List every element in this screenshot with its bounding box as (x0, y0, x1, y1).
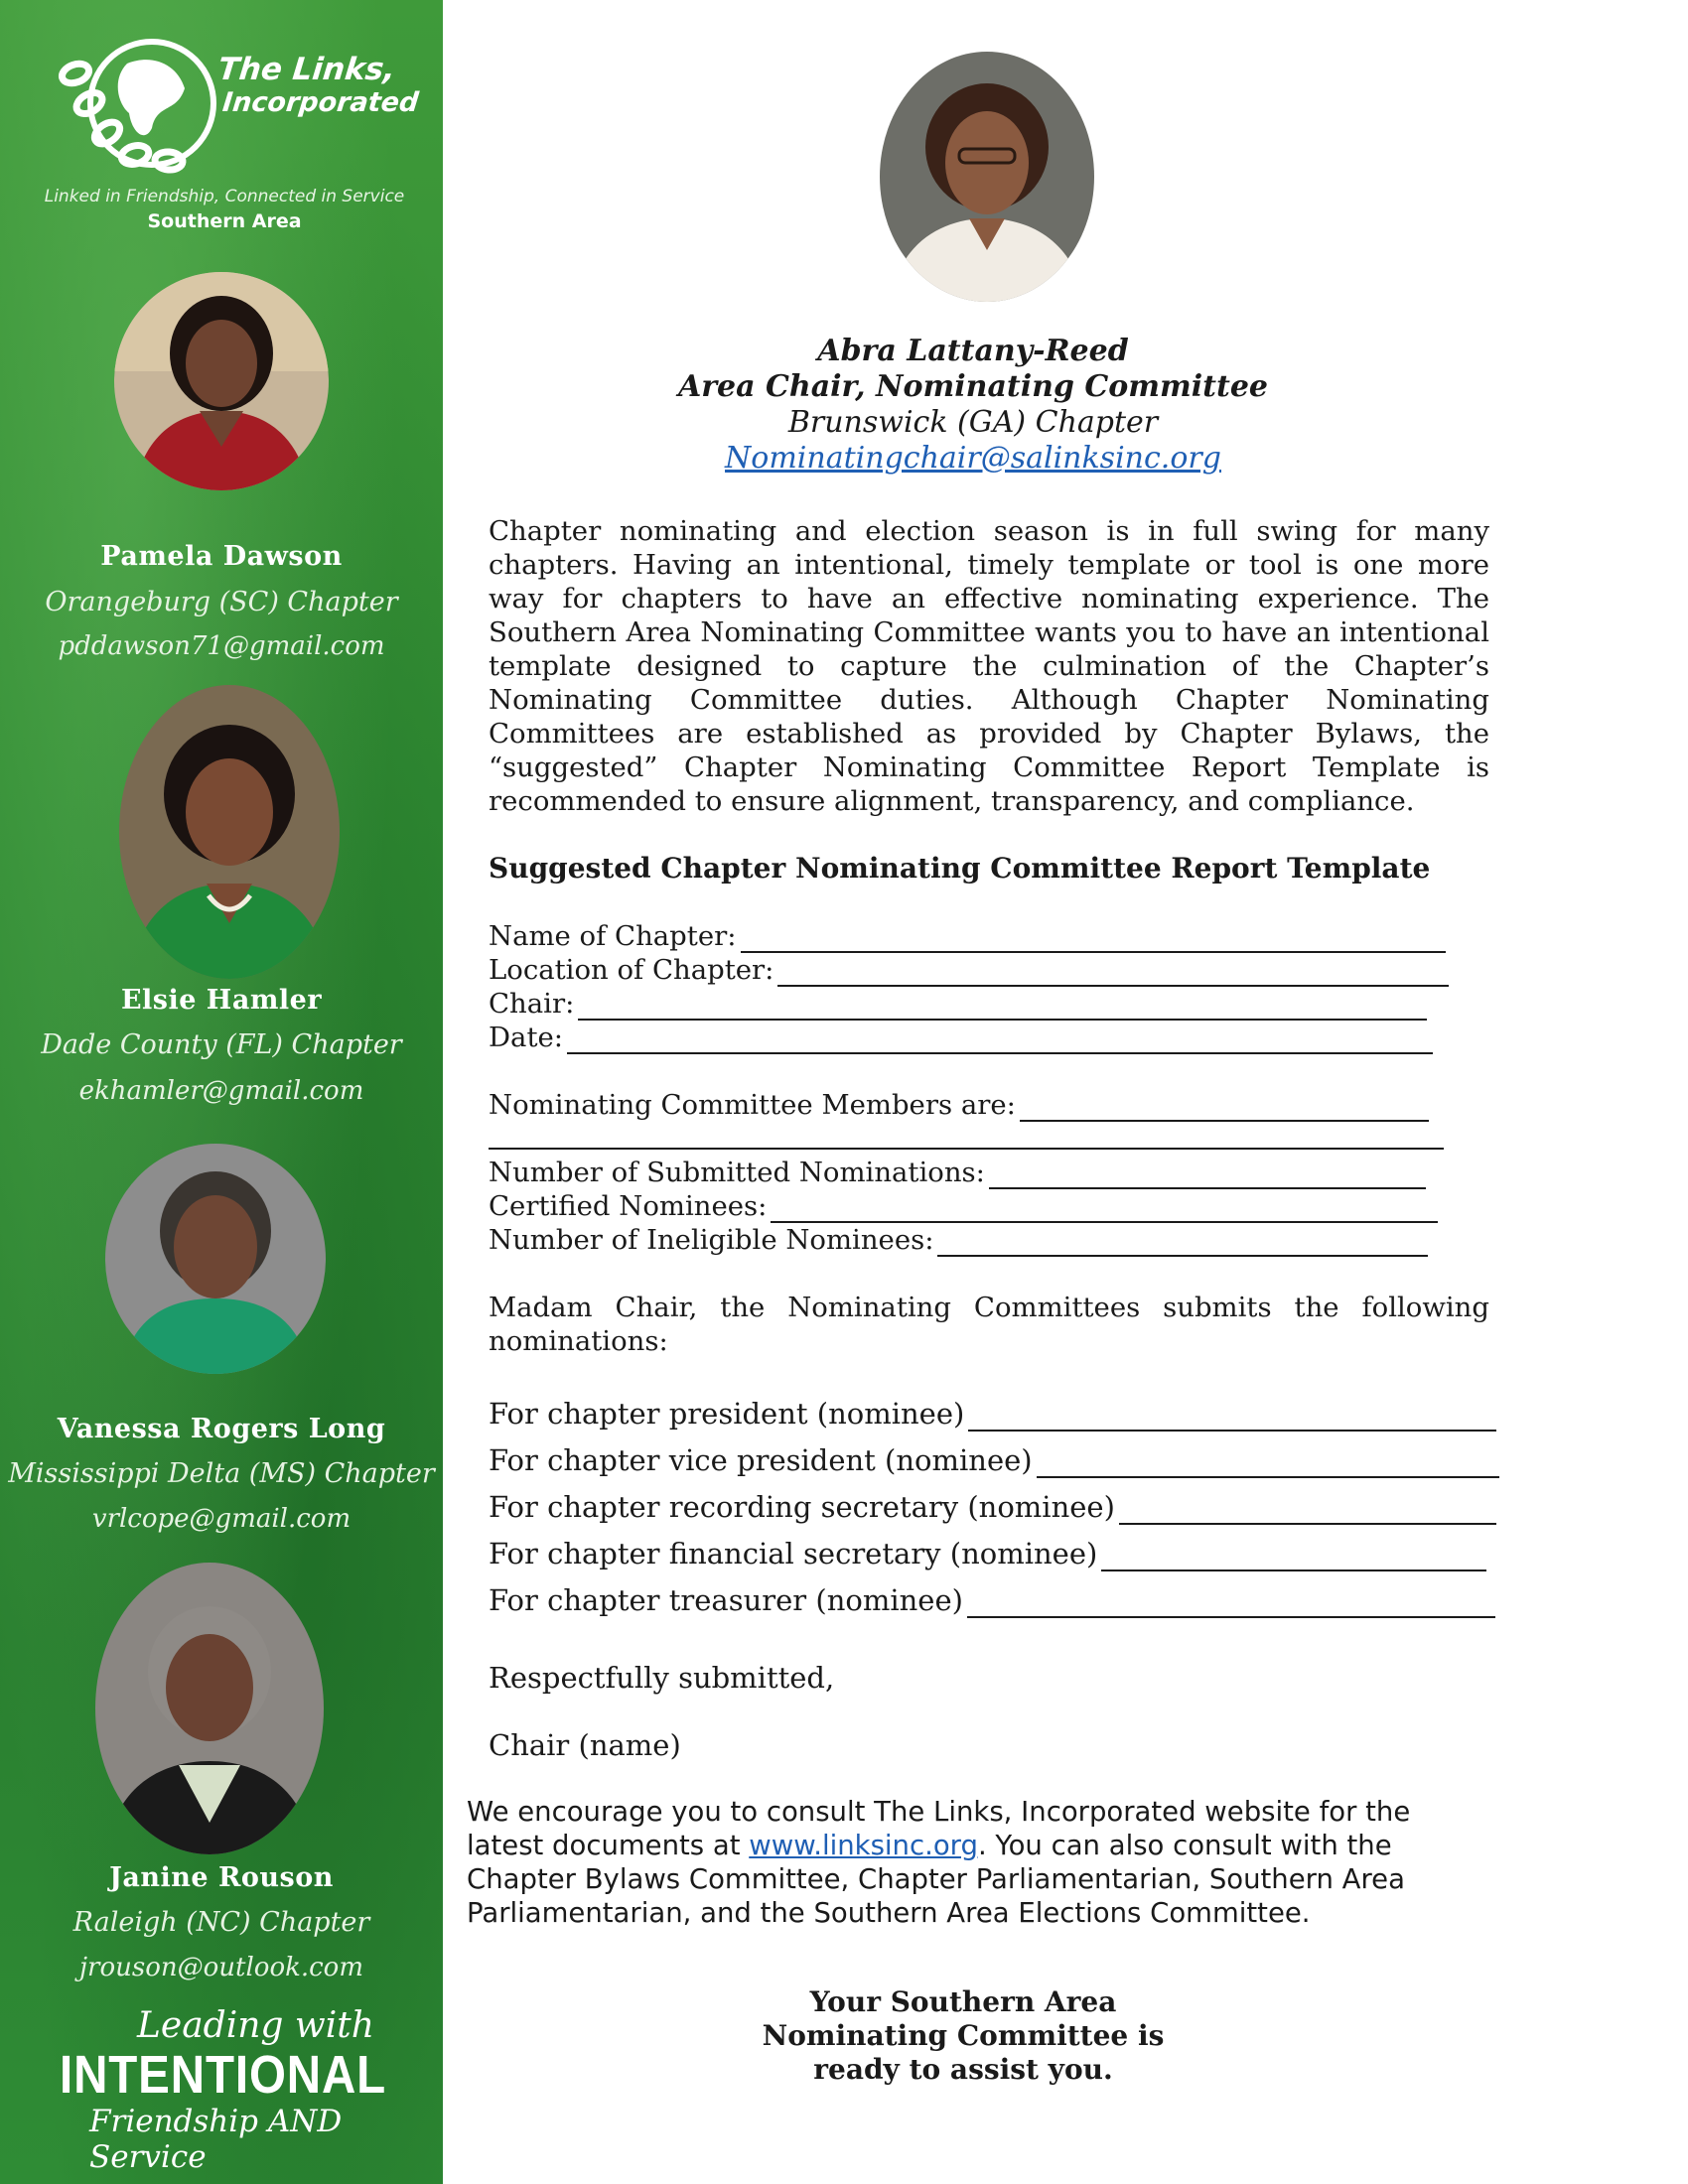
field-label: Certified Nominees: (489, 1190, 768, 1222)
fill-line (567, 1030, 1433, 1054)
fill-line (741, 929, 1446, 953)
slogan (60, 2005, 397, 2175)
signoff-line3: ready to assist you. (813, 2053, 1113, 2086)
field-label: Location of Chapter: (489, 954, 774, 986)
logo-name-line1: The Links, (215, 52, 398, 87)
signoff (715, 1985, 1211, 2087)
nomination-label: For chapter treasurer (nominee) (489, 1583, 963, 1617)
closing-text-after: . You can also consult with the Chapter Bylaws Committee, Chapter Parliamentarian, Southern Area Parliamentarian, and the Southern Area Elections Committee. (467, 1830, 1405, 1929)
member-chapter: Dade County (FL) Chapter (41, 1029, 402, 1060)
field-committee-members (489, 1088, 1429, 1122)
chair-name-line: Chair (name) (489, 1728, 681, 1762)
nomination-president (489, 1396, 1496, 1432)
fill-line (489, 1148, 1444, 1150)
intro-paragraph: Chapter nominating and election season is in full swing for many chapters. Having an intentional, timely template or tool is one more way for chapters to have an effective nominating experience. The Southern Area Nominating Committee wants you to have an intentional template designed to capture the culmination of the Chapter’s Nominating Committee duties. Although Chapter Nominating Committees are established as provided by Chapter Bylaws, the “suggested” Chapter Nominating Committee Report Template is recommended to ensure alignment, transparency, and compliance. (489, 515, 1489, 817)
member-email: pddawson71@gmail.com (58, 631, 385, 661)
slogan-line3: Friendship AND Service (89, 2104, 343, 2175)
fill-line (777, 963, 1449, 987)
member-photo (119, 685, 340, 979)
chair-email-link[interactable]: Nominatingchair@salinksinc.org (725, 441, 1221, 476)
fill-line (1037, 1452, 1499, 1478)
field-label: Name of Chapter: (489, 920, 737, 952)
chair-header (596, 334, 1350, 477)
member-photo (95, 1563, 324, 1854)
nomination-vice-president (489, 1442, 1499, 1478)
fill-line (968, 1406, 1496, 1432)
field-label: Number of Ineligible Nominees: (489, 1224, 934, 1256)
member-email: ekhamler@gmail.com (78, 1076, 364, 1106)
signoff-line2: Nominating Committee is (762, 2019, 1165, 2052)
closing-salutation: Respectfully submitted, (489, 1661, 835, 1695)
chair-chapter: Brunswick (GA) Chapter (787, 405, 1159, 440)
closing-text-before: We encourage you to consult The Links, Incorporated website for the latest documents at (467, 1796, 1411, 1861)
field-ineligible-nominees (489, 1223, 1428, 1257)
nomination-recording-secretary (489, 1489, 1496, 1525)
member-chapter: Orangeburg (SC) Chapter (45, 587, 398, 617)
logo-wordmark (213, 54, 424, 119)
field-certified-nominees (489, 1189, 1438, 1223)
fill-line (771, 1199, 1438, 1223)
member-email: jrouson@outlook.com (79, 1953, 363, 1982)
member-name: Elsie Hamler (120, 985, 323, 1016)
nomination-financial-secretary (489, 1536, 1486, 1571)
fill-line (989, 1165, 1426, 1189)
fill-line (937, 1233, 1428, 1257)
field-label: Number of Submitted Nominations: (489, 1157, 985, 1188)
links-logo (36, 22, 421, 240)
nomination-label: For chapter vice president (nominee) (489, 1443, 1033, 1477)
fill-line (967, 1592, 1495, 1618)
sidebar-panel (0, 0, 443, 2184)
slogan-line1: Leading with (137, 2005, 374, 2046)
field-label: Date: (489, 1022, 564, 1053)
linksinc-link[interactable]: www.linksinc.org (749, 1830, 978, 1861)
chain-globe-icon (58, 34, 226, 183)
member-chapter: Mississippi Delta (MS) Chapter (8, 1458, 435, 1489)
field-label: Nominating Committee Members are: (489, 1089, 1016, 1121)
member-name: Janine Rouson (109, 1862, 334, 1893)
fill-line (1020, 1098, 1429, 1122)
template-title: Suggested Chapter Nominating Committee Report Template (489, 852, 1431, 885)
fill-line (1101, 1546, 1486, 1571)
member-photo (105, 1144, 326, 1374)
logo-area: Southern Area (147, 210, 302, 232)
closing-paragraph (467, 1795, 1460, 1930)
nomination-label: For chapter president (nominee) (489, 1397, 965, 1431)
fill-line (1119, 1499, 1496, 1525)
field-submitted-nominations (489, 1156, 1426, 1189)
field-label: Chair: (489, 988, 575, 1020)
field-date (489, 1021, 1433, 1054)
nomination-treasurer (489, 1582, 1495, 1618)
member-email: vrlcope@gmail.com (91, 1504, 352, 1534)
chair-photo (880, 52, 1094, 302)
chair-name: Abra Lattany-Reed (817, 334, 1129, 368)
member-name: Pamela Dawson (100, 541, 343, 572)
field-chair (489, 987, 1427, 1021)
slogan-line2: INTENTIONAL (60, 2045, 387, 2105)
logo-name-line2: Incorporated (220, 87, 421, 118)
member-photo (114, 272, 329, 490)
chair-title: Area Chair, Nominating Committee (677, 369, 1269, 404)
signoff-line1: Your Southern Area (809, 1985, 1117, 2018)
nomination-label: For chapter recording secretary (nominee) (489, 1490, 1115, 1524)
nomination-label: For chapter financial secretary (nominee) (489, 1537, 1098, 1570)
field-chapter-location (489, 953, 1449, 987)
logo-tagline: Linked in Friendship, Connected in Service (44, 187, 405, 206)
motion-text: Madam Chair, the Nominating Committees submits the following nominations: (489, 1292, 1489, 1357)
member-chapter: Raleigh (NC) Chapter (72, 1907, 370, 1938)
member-name: Vanessa Rogers Long (57, 1414, 386, 1444)
fill-line (578, 997, 1427, 1021)
field-chapter-name (489, 919, 1446, 953)
